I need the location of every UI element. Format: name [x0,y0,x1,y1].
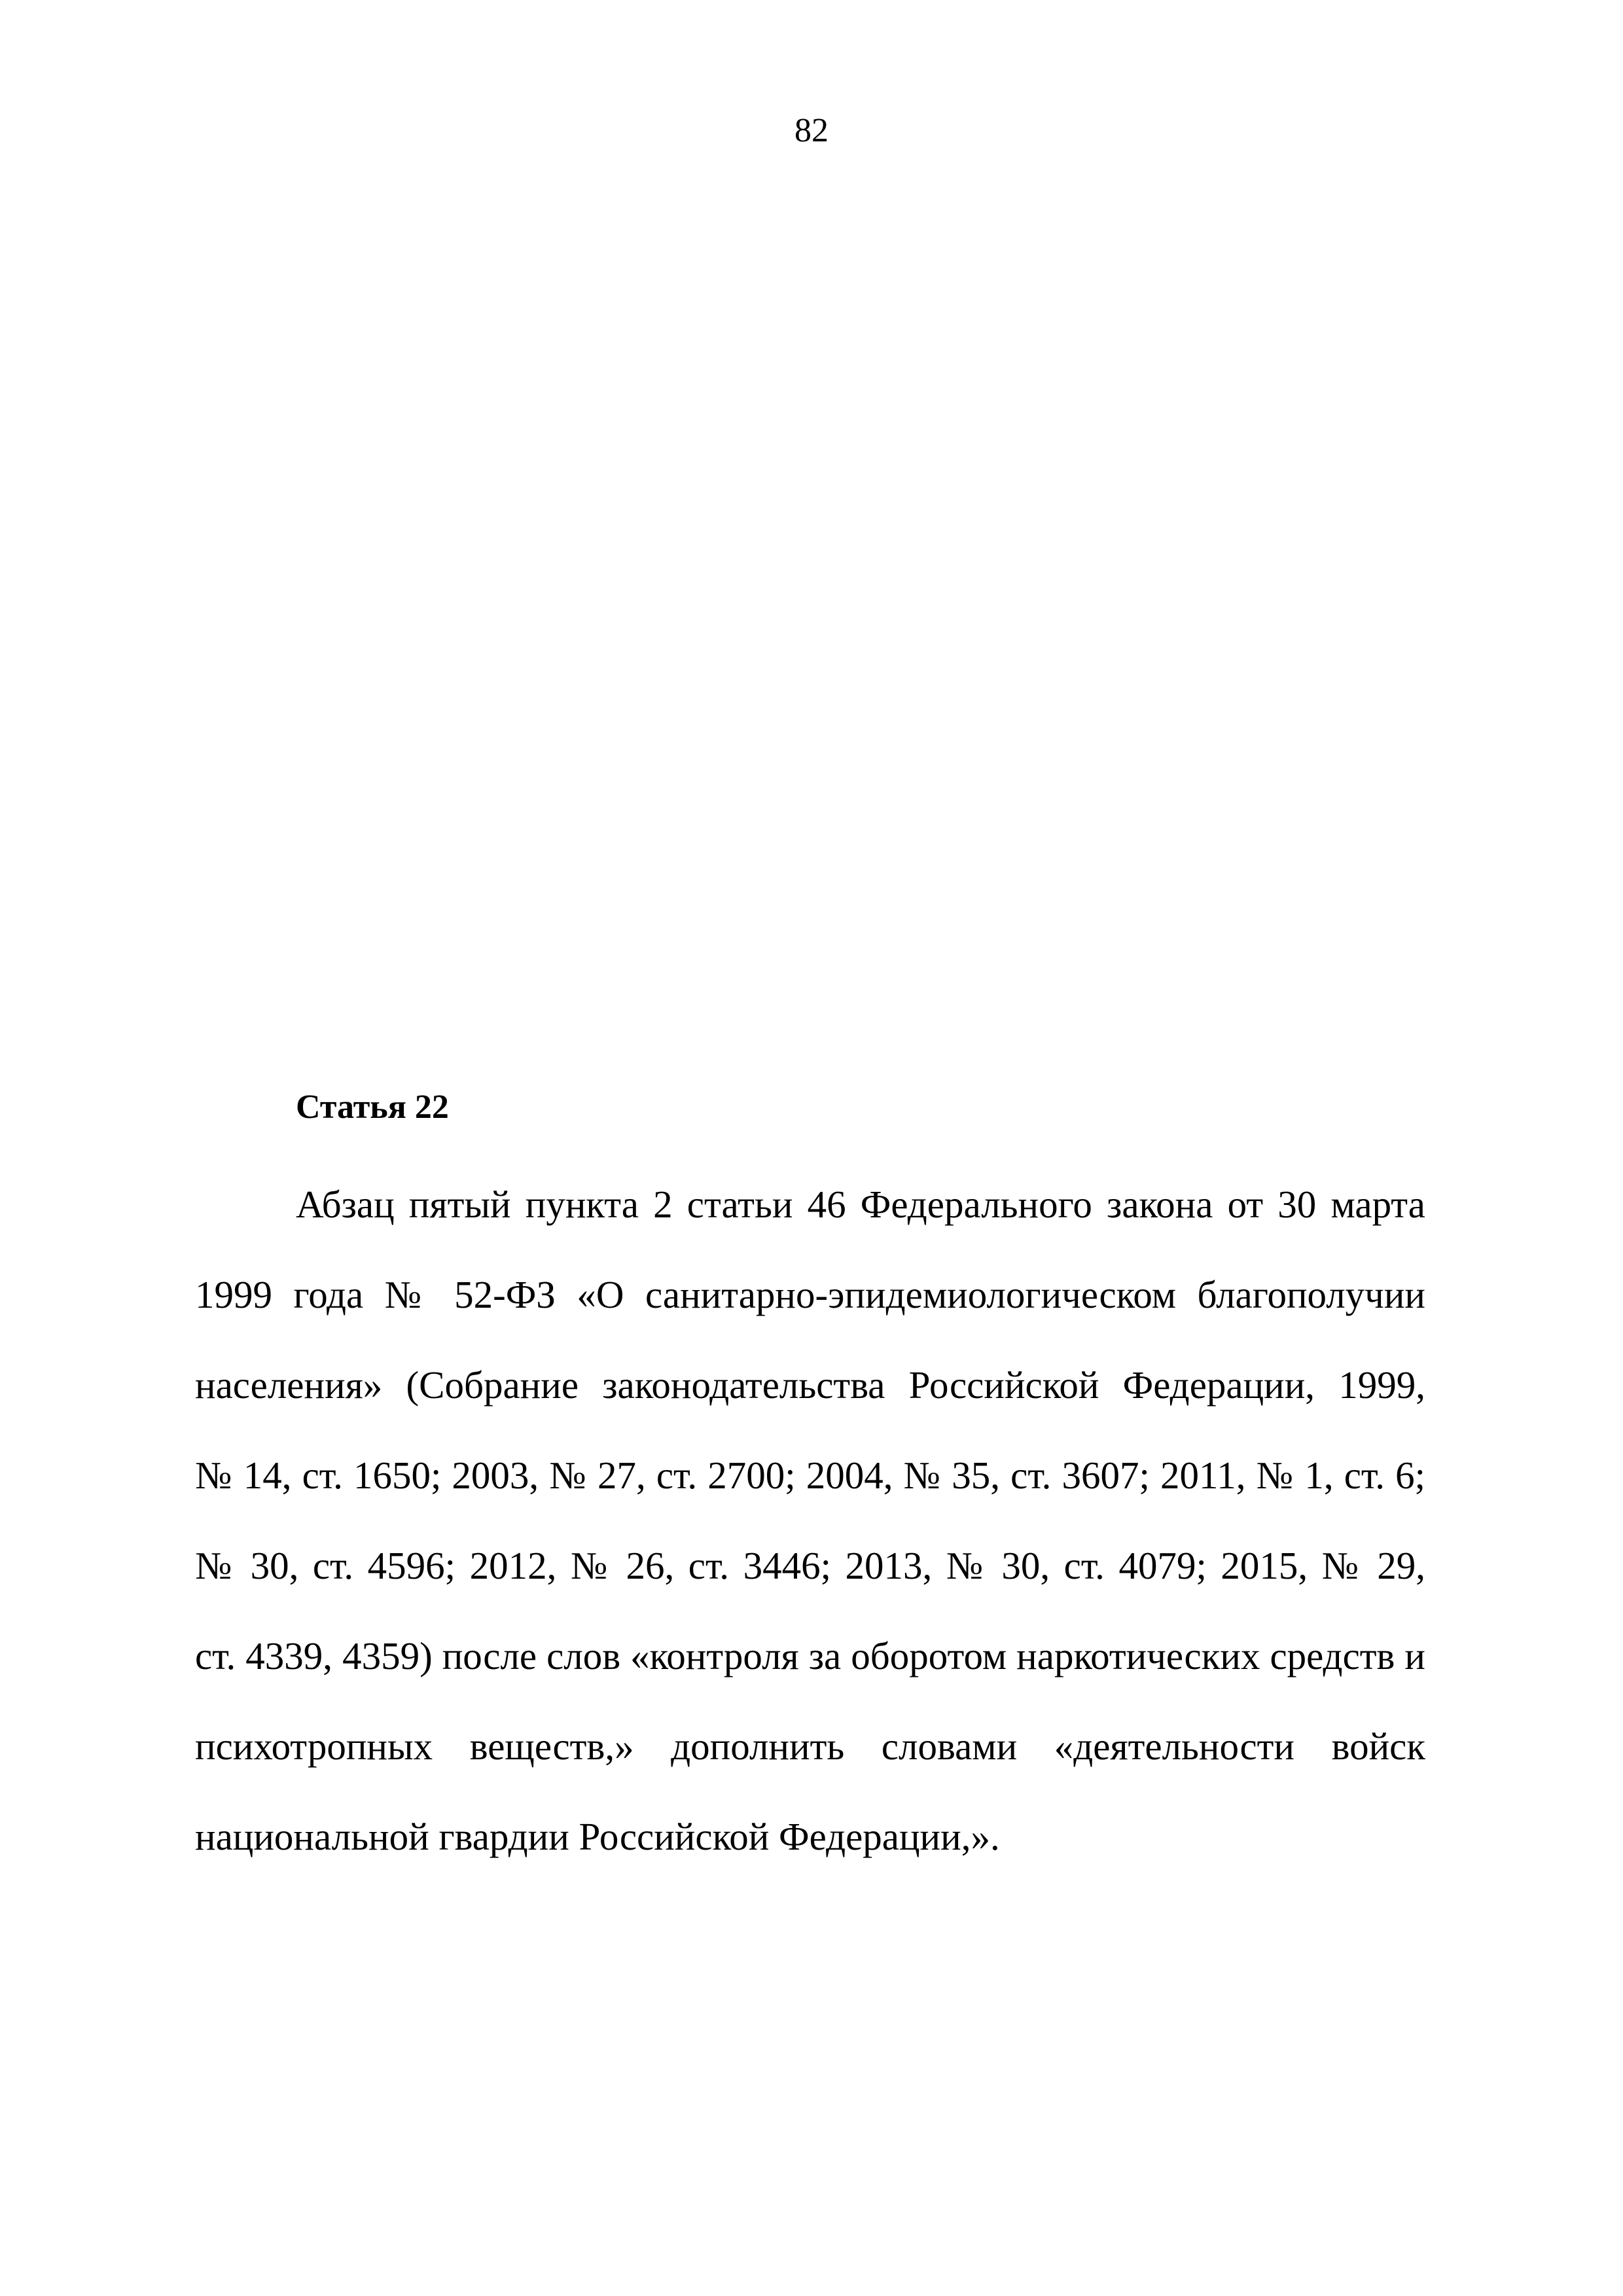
paragraph-line-1: Абзац пятый пункта 2 статьи 46 Федерального закона от 30 марта [296,1183,1425,1226]
paragraph-line-3: населения» (Собрание законодательства Российской Федерации, 1999, [195,1363,1425,1407]
article-heading: Статья 22 [296,1088,449,1126]
paragraph-line-2: 1999 года № 52-ФЗ «О санитарно-эпидемиологическом благополучии [195,1273,1425,1316]
paragraph-line-4: № 14, ст. 1650; 2003, № 27, ст. 2700; 2004, № 35, ст. 3607; 2011, № 1, ст. 6; [195,1454,1425,1497]
paragraph-line-5: № 30, ст. 4596; 2012, № 26, ст. 3446; 2013, № 30, ст. 4079; 2015, № 29, [195,1544,1425,1587]
paragraph-line-8: национальной гвардии Российской Федерации,». [195,1815,1000,1858]
page-number: 82 [794,112,829,149]
paragraph-line-7: психотропных веществ,» дополнить словами «деятельности войск [195,1725,1425,1768]
paragraph-line-6: ст. 4339, 4359) после слов «контроля за оборотом наркотических средств и [195,1634,1425,1677]
